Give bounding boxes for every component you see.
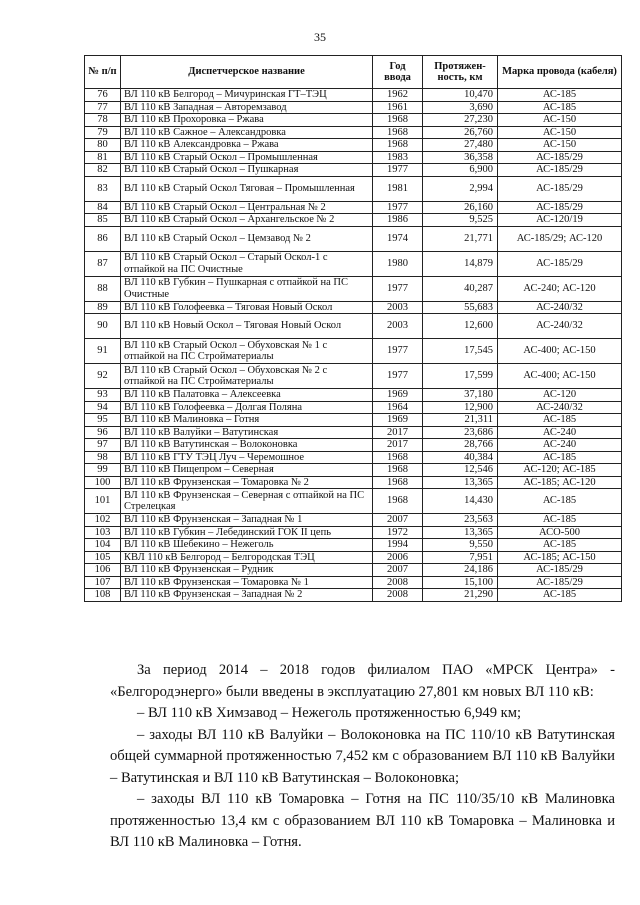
cell-num: 78 bbox=[85, 114, 121, 127]
cell-wire: АС-185/29 bbox=[498, 201, 622, 214]
cell-name: ВЛ 110 кВ Александровка – Ржава bbox=[121, 139, 373, 152]
cell-wire: АС-185; АС-150 bbox=[498, 551, 622, 564]
cell-year: 1968 bbox=[373, 139, 423, 152]
cell-year: 1981 bbox=[373, 176, 423, 201]
cell-num: 76 bbox=[85, 89, 121, 102]
cell-name: ВЛ 110 кВ Старый Оскол – Старый Оскол-1 с отпайкой на ПС Очистные bbox=[121, 251, 373, 276]
table-row bbox=[85, 489, 622, 514]
cell-name: ВЛ 110 кВ ГТУ ТЭЦ Луч – Черемошное bbox=[121, 451, 373, 464]
cell-year: 1968 bbox=[373, 114, 423, 127]
cell-length: 27,480 bbox=[423, 139, 498, 152]
cell-length: 40,287 bbox=[423, 276, 498, 301]
cell-name: ВЛ 110 кВ Старый Оскол – Цемзавод № 2 bbox=[121, 226, 373, 251]
cell-num: 79 bbox=[85, 126, 121, 139]
cell-length: 13,365 bbox=[423, 526, 498, 539]
cell-length: 55,683 bbox=[423, 301, 498, 314]
cell-year: 1977 bbox=[373, 201, 423, 214]
table-row bbox=[85, 389, 622, 402]
cell-wire: АС-240; АС-120 bbox=[498, 276, 622, 301]
list-item: – ВЛ 110 кВ Химзавод – Нежеголь протяженностью 6,949 км; bbox=[137, 705, 522, 721]
cell-name: ВЛ 110 кВ Белгород – Мичуринская ГТ–ТЭЦ bbox=[121, 89, 373, 102]
table-row bbox=[85, 251, 622, 276]
table-row bbox=[85, 301, 622, 314]
cell-num: 104 bbox=[85, 539, 121, 552]
cell-wire: АС-240/32 bbox=[498, 314, 622, 339]
cell-year: 1964 bbox=[373, 401, 423, 414]
cell-year: 1977 bbox=[373, 276, 423, 301]
cell-num: 99 bbox=[85, 464, 121, 477]
cell-year: 1980 bbox=[373, 251, 423, 276]
list-item: – заходы ВЛ 110 кВ Томаровка – Готня на ПС 110/35/10 кВ Малиновка протяженностью 13,4 км с образованием ВЛ 110 кВ Томаровка – Малиновка и ВЛ 110 кВ Малиновка – Готня. bbox=[110, 791, 615, 850]
table-row bbox=[85, 564, 622, 577]
cell-year: 1994 bbox=[373, 539, 423, 552]
cell-name: ВЛ 110 кВ Сажное – Александровка bbox=[121, 126, 373, 139]
cell-year: 1968 bbox=[373, 451, 423, 464]
table-row bbox=[85, 139, 622, 152]
cell-year: 2017 bbox=[373, 426, 423, 439]
table-row bbox=[85, 226, 622, 251]
cell-wire: АС-185 bbox=[498, 489, 622, 514]
cell-name: ВЛ 110 кВ Фрунзенская – Рудник bbox=[121, 564, 373, 577]
cell-year: 1969 bbox=[373, 414, 423, 427]
cell-wire: АС-240/32 bbox=[498, 401, 622, 414]
cell-length: 24,186 bbox=[423, 564, 498, 577]
cell-name: ВЛ 110 кВ Шебекино – Нежеголь bbox=[121, 539, 373, 552]
table-row bbox=[85, 101, 622, 114]
cell-length: 21,311 bbox=[423, 414, 498, 427]
intro-paragraph: За период 2014 – 2018 годов филиалом ПАО «МРСК Центра» - «Белгородэнерго» были введены в эксплуатацию 27,801 км новых ВЛ 110 кВ: bbox=[110, 662, 615, 700]
cell-name: ВЛ 110 кВ Старый Оскол – Обуховская № 2 с отпайкой на ПС Стройматериалы bbox=[121, 364, 373, 389]
cell-length: 3,690 bbox=[423, 101, 498, 114]
cell-year: 1972 bbox=[373, 526, 423, 539]
cell-name: ВЛ 110 кВ Фрунзенская – Западная № 2 bbox=[121, 589, 373, 602]
table-row bbox=[85, 551, 622, 564]
cell-year: 2008 bbox=[373, 589, 423, 602]
cell-year: 1977 bbox=[373, 339, 423, 364]
cell-length: 37,180 bbox=[423, 389, 498, 402]
cell-wire: АС-185/29 bbox=[498, 151, 622, 164]
cell-num: 95 bbox=[85, 414, 121, 427]
cell-num: 101 bbox=[85, 489, 121, 514]
cell-length: 6,900 bbox=[423, 164, 498, 177]
cell-year: 1977 bbox=[373, 164, 423, 177]
cell-wire: АС-240 bbox=[498, 439, 622, 452]
cell-length: 21,290 bbox=[423, 589, 498, 602]
cell-year: 2008 bbox=[373, 576, 423, 589]
cell-year: 1968 bbox=[373, 476, 423, 489]
table-row bbox=[85, 514, 622, 527]
cell-num: 94 bbox=[85, 401, 121, 414]
cell-name: ВЛ 110 кВ Фрунзенская – Северная с отпайкой на ПС Стрелецкая bbox=[121, 489, 373, 514]
cell-wire: АС-185; АС-120 bbox=[498, 476, 622, 489]
cell-name: ВЛ 110 кВ Старый Оскол – Промышленная bbox=[121, 151, 373, 164]
cell-length: 26,160 bbox=[423, 201, 498, 214]
cell-year: 2006 bbox=[373, 551, 423, 564]
cell-name: ВЛ 110 кВ Голофеевка – Тяговая Новый Оскол bbox=[121, 301, 373, 314]
cell-year: 1968 bbox=[373, 126, 423, 139]
cell-name: ВЛ 110 кВ Прохоровка – Ржава bbox=[121, 114, 373, 127]
cell-year: 1968 bbox=[373, 489, 423, 514]
cell-name: ВЛ 110 кВ Западная – Авторемзавод bbox=[121, 101, 373, 114]
header-name: Диспетчерское название bbox=[121, 56, 373, 89]
cell-name: ВЛ 110 кВ Фрунзенская – Томаровка № 1 bbox=[121, 576, 373, 589]
table-row bbox=[85, 426, 622, 439]
cell-length: 36,358 bbox=[423, 151, 498, 164]
cell-year: 1961 bbox=[373, 101, 423, 114]
cell-wire: АС-400; АС-150 bbox=[498, 364, 622, 389]
cell-wire: АС-185/29 bbox=[498, 176, 622, 201]
cell-name: ВЛ 110 кВ Фрунзенская – Томаровка № 2 bbox=[121, 476, 373, 489]
cell-name: ВЛ 110 кВ Голофеевка – Долгая Поляна bbox=[121, 401, 373, 414]
cell-length: 10,470 bbox=[423, 89, 498, 102]
table-row bbox=[85, 151, 622, 164]
cell-wire: АС-185 bbox=[498, 414, 622, 427]
cell-length: 27,230 bbox=[423, 114, 498, 127]
cell-wire: АС-120 bbox=[498, 389, 622, 402]
body-text bbox=[110, 660, 615, 854]
cell-wire: АС-400; АС-150 bbox=[498, 339, 622, 364]
table-row bbox=[85, 576, 622, 589]
cell-length: 40,384 bbox=[423, 451, 498, 464]
cell-year: 1986 bbox=[373, 214, 423, 227]
page-number: 35 bbox=[314, 30, 326, 44]
cell-wire: АС-150 bbox=[498, 139, 622, 152]
cell-wire: АС-185/29 bbox=[498, 564, 622, 577]
cell-num: 82 bbox=[85, 164, 121, 177]
table-row bbox=[85, 339, 622, 364]
cell-name: ВЛ 110 кВ Валуйки – Ватутинская bbox=[121, 426, 373, 439]
cell-length: 17,545 bbox=[423, 339, 498, 364]
cell-num: 92 bbox=[85, 364, 121, 389]
cell-length: 23,686 bbox=[423, 426, 498, 439]
cell-wire: АС-185/29 bbox=[498, 576, 622, 589]
table-row bbox=[85, 439, 622, 452]
cell-num: 105 bbox=[85, 551, 121, 564]
header-wire: Марка провода (кабеля) bbox=[498, 56, 622, 89]
cell-length: 14,879 bbox=[423, 251, 498, 276]
cell-num: 77 bbox=[85, 101, 121, 114]
cell-num: 107 bbox=[85, 576, 121, 589]
cell-wire: АСО-500 bbox=[498, 526, 622, 539]
cell-wire: АС-185/29; АС-120 bbox=[498, 226, 622, 251]
table-row bbox=[85, 589, 622, 602]
cell-num: 88 bbox=[85, 276, 121, 301]
table-row bbox=[85, 214, 622, 227]
cell-wire: АС-185 bbox=[498, 589, 622, 602]
cell-year: 2003 bbox=[373, 314, 423, 339]
cell-num: 81 bbox=[85, 151, 121, 164]
table-row bbox=[85, 414, 622, 427]
cell-name: ВЛ 110 кВ Пищепром – Северная bbox=[121, 464, 373, 477]
cell-wire: АС-120; АС-185 bbox=[498, 464, 622, 477]
table-row bbox=[85, 201, 622, 214]
cell-wire: АС-185 bbox=[498, 451, 622, 464]
table-row bbox=[85, 126, 622, 139]
cell-wire: АС-185 bbox=[498, 514, 622, 527]
cell-num: 84 bbox=[85, 201, 121, 214]
cell-name: ВЛ 110 кВ Палатовка – Алексеевка bbox=[121, 389, 373, 402]
cell-year: 2003 bbox=[373, 301, 423, 314]
table-row bbox=[85, 276, 622, 301]
cell-length: 9,550 bbox=[423, 539, 498, 552]
cell-length: 17,599 bbox=[423, 364, 498, 389]
table-row bbox=[85, 476, 622, 489]
cell-name: ВЛ 110 кВ Малиновка – Готня bbox=[121, 414, 373, 427]
cell-name: ВЛ 110 кВ Старый Оскол – Центральная № 2 bbox=[121, 201, 373, 214]
cell-name: ВЛ 110 кВ Старый Оскол – Пушкарная bbox=[121, 164, 373, 177]
cell-num: 103 bbox=[85, 526, 121, 539]
cell-num: 98 bbox=[85, 451, 121, 464]
cell-wire: АС-240/32 bbox=[498, 301, 622, 314]
cell-length: 14,430 bbox=[423, 489, 498, 514]
cell-num: 86 bbox=[85, 226, 121, 251]
cell-wire: АС-150 bbox=[498, 114, 622, 127]
table-row bbox=[85, 401, 622, 414]
cell-year: 1974 bbox=[373, 226, 423, 251]
table-row bbox=[85, 89, 622, 102]
cell-length: 12,546 bbox=[423, 464, 498, 477]
cell-name: ВЛ 110 кВ Старый Оскол – Обуховская № 1 с отпайкой на ПС Стройматериалы bbox=[121, 339, 373, 364]
table-row bbox=[85, 526, 622, 539]
table-row bbox=[85, 314, 622, 339]
cell-length: 13,365 bbox=[423, 476, 498, 489]
power-lines-table bbox=[84, 55, 622, 602]
cell-num: 83 bbox=[85, 176, 121, 201]
cell-num: 87 bbox=[85, 251, 121, 276]
cell-wire: АС-185 bbox=[498, 101, 622, 114]
cell-year: 1962 bbox=[373, 89, 423, 102]
cell-length: 12,900 bbox=[423, 401, 498, 414]
table-row bbox=[85, 464, 622, 477]
table-row bbox=[85, 164, 622, 177]
cell-name: ВЛ 110 кВ Старый Оскол Тяговая – Промышленная bbox=[121, 176, 373, 201]
cell-num: 108 bbox=[85, 589, 121, 602]
cell-num: 93 bbox=[85, 389, 121, 402]
table-body bbox=[85, 89, 622, 602]
cell-year: 2007 bbox=[373, 564, 423, 577]
cell-year: 1969 bbox=[373, 389, 423, 402]
cell-num: 91 bbox=[85, 339, 121, 364]
cell-num: 89 bbox=[85, 301, 121, 314]
cell-wire: АС-240 bbox=[498, 426, 622, 439]
cell-year: 1968 bbox=[373, 464, 423, 477]
header-num: № п/п bbox=[85, 56, 121, 89]
cell-length: 23,563 bbox=[423, 514, 498, 527]
cell-year: 1983 bbox=[373, 151, 423, 164]
cell-length: 12,600 bbox=[423, 314, 498, 339]
cell-name: КВЛ 110 кВ Белгород – Белгородская ТЭЦ bbox=[121, 551, 373, 564]
cell-length: 7,951 bbox=[423, 551, 498, 564]
cell-wire: АС-185/29 bbox=[498, 164, 622, 177]
cell-num: 80 bbox=[85, 139, 121, 152]
table-row bbox=[85, 114, 622, 127]
cell-num: 90 bbox=[85, 314, 121, 339]
header-year: Год ввода bbox=[373, 56, 423, 89]
cell-length: 2,994 bbox=[423, 176, 498, 201]
cell-name: ВЛ 110 кВ Ватутинская – Волоконовка bbox=[121, 439, 373, 452]
cell-name: ВЛ 110 кВ Старый Оскол – Архангельское № 2 bbox=[121, 214, 373, 227]
cell-year: 2017 bbox=[373, 439, 423, 452]
table-header-row bbox=[85, 56, 622, 89]
table-row bbox=[85, 364, 622, 389]
cell-wire: АС-185 bbox=[498, 539, 622, 552]
cell-name: ВЛ 110 кВ Губкин – Пушкарная с отпайкой на ПС Очистные bbox=[121, 276, 373, 301]
cell-length: 9,525 bbox=[423, 214, 498, 227]
cell-length: 28,766 bbox=[423, 439, 498, 452]
table-row bbox=[85, 539, 622, 552]
cell-length: 21,771 bbox=[423, 226, 498, 251]
cell-num: 100 bbox=[85, 476, 121, 489]
table-row bbox=[85, 451, 622, 464]
cell-name: ВЛ 110 кВ Новый Оскол – Тяговая Новый Оскол bbox=[121, 314, 373, 339]
cell-length: 26,760 bbox=[423, 126, 498, 139]
cell-name: ВЛ 110 кВ Фрунзенская – Западная № 1 bbox=[121, 514, 373, 527]
cell-length: 15,100 bbox=[423, 576, 498, 589]
cell-num: 97 bbox=[85, 439, 121, 452]
header-length: Протяжен-ность, км bbox=[423, 56, 498, 89]
cell-num: 106 bbox=[85, 564, 121, 577]
cell-wire: АС-185/29 bbox=[498, 251, 622, 276]
cell-num: 102 bbox=[85, 514, 121, 527]
list-item: – заходы ВЛ 110 кВ Валуйки – Волоконовка на ПС 110/10 кВ Ватутинская общей суммарной протяженностью 7,452 км с образованием ВЛ 110 кВ Валуйки – Ватутинская и ВЛ 110 кВ Ватутинская – Волоконовка; bbox=[110, 726, 615, 786]
cell-wire: АС-150 bbox=[498, 126, 622, 139]
table-row bbox=[85, 176, 622, 201]
cell-year: 1977 bbox=[373, 364, 423, 389]
cell-year: 2007 bbox=[373, 514, 423, 527]
cell-name: ВЛ 110 кВ Губкин – Лебединский ГОК II цепь bbox=[121, 526, 373, 539]
cell-wire: АС-185 bbox=[498, 89, 622, 102]
cell-wire: АС-120/19 bbox=[498, 214, 622, 227]
cell-num: 85 bbox=[85, 214, 121, 227]
cell-num: 96 bbox=[85, 426, 121, 439]
